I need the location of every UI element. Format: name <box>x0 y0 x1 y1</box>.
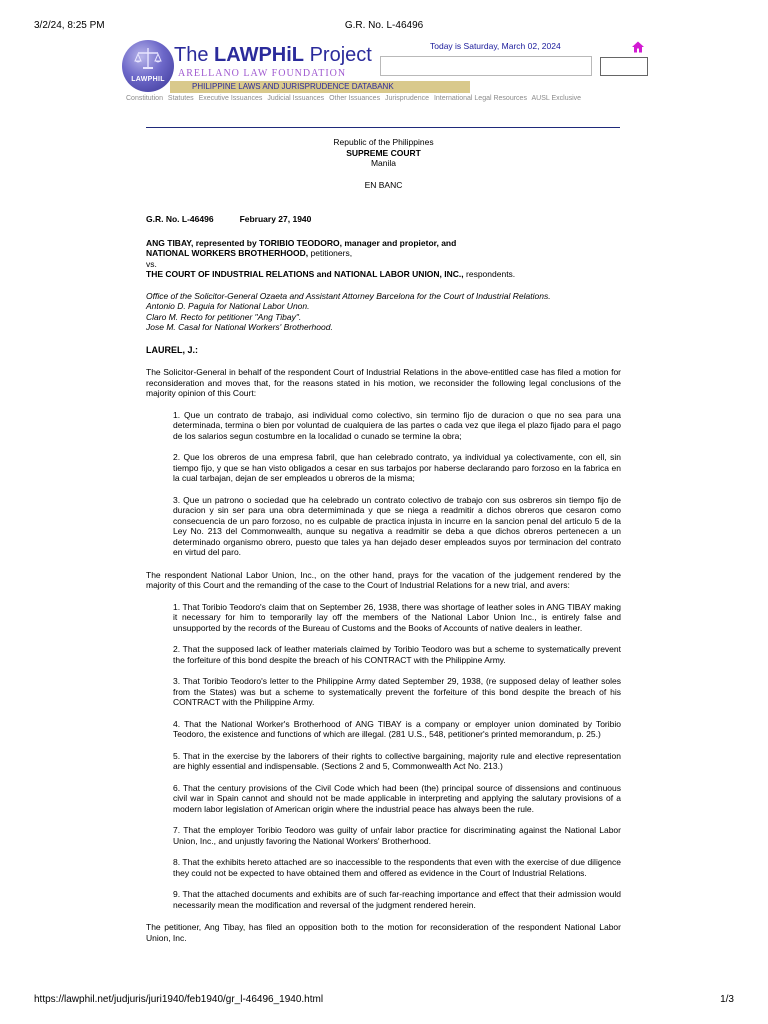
conclusion-item: 3. Que un patrono o sociedad que ha celebrado un contrato colectivo de trabajo con sus osbreros sin tiempo fijo de duracion y sin ser para una obra determiminada y que se niega a readmitir a dichos obreros que cesaron como consecuencia de un paro forzoso, no es culpable de practica injusta in incurre en la sancion penal del articulo 5 de la Ley No. 213 del Commonwealth, aunque su negativa a readmitir se deba a que dichos obreros pertenecen a un determinado organismo obrero, puesto que tales ya han dejado deser empleados suyos por terminacion del contrato en virtud del paro. <box>173 494 621 557</box>
site-tagline-strip: PHILIPPINE LAWS AND JURISPRUDENCE DATABANK <box>170 81 470 93</box>
closing-paragraph: The petitioner, Ang Tibay, has filed an opposition both to the motion for reconsideration of the respondent National Labor Union, Inc. <box>146 922 621 943</box>
nav-judicial-issuances[interactable]: Judicial Issuances <box>267 95 325 102</box>
court-city: Manila <box>370 158 397 168</box>
petitioner-role: petitioners, <box>308 248 353 258</box>
union-paragraph: The respondent National Labor Union, Inc., on the other hand, prays for the vacation of the judgement rendered by the majority of this Court and the remanding of the case to the Court of Industrial Relations for a new trial, and avers: <box>146 569 621 590</box>
site-title-pre: The <box>174 44 215 66</box>
counsel-item: Office of the Solicitor-General Ozaeta and Assistant Attorney Barcelona for the Court of Industrial Relations. <box>146 290 551 301</box>
nav-executive-issuances[interactable]: Executive Issuances <box>198 95 263 102</box>
case-parties <box>146 238 621 280</box>
print-header <box>34 20 734 34</box>
averment-item: 4. That the National Worker's Brotherhood of ANG TIBAY is a company or employer union dominated by Toribio Teodoro, the existence and functions of which are illegal. (281 U.S., 548, petitioner's printed memorandum, p. 25.) <box>173 718 621 739</box>
counsel-item: Antonio D. Paguia for National Labor Unon. <box>146 301 310 311</box>
averment-item: 8. That the exhibits hereto attached are so inaccessible to the respondents that even with the exercise of due diligence they could not be expected to have obtained them and offered as evidence in the Court of Industrial Relations. <box>173 857 621 878</box>
case-number-line <box>146 214 621 225</box>
conclusion-item: 1. Que un contrato de trabajo, asi individual como colectivo, sin termino fijo de duracion o que no sea para una determinada, termina o bien por voluntad de cualquiera de las partes o cada vez que ilega el plazo fijado para el pago de los salarios segun costumbre en la localidad o cunado se termine la obra; <box>173 409 621 441</box>
nav-statutes[interactable]: Statutes <box>167 95 194 102</box>
intro-paragraph: The Solicitor-General in behalf of the respondent Court of Industrial Relations in the above-entitled case has filed a motion for reconsideration and moves that, for the reasons stated in his motion, we reconsider the following legal conclusions of the majority opinion of this Court: <box>146 367 621 398</box>
nav-jurisprudence[interactable]: Jurisprudence <box>385 95 429 102</box>
counsel-item: Jose M. Casal for National Workers' Brotherhood. <box>146 322 333 332</box>
nav-other-issuances[interactable]: Other Issuances <box>329 95 381 102</box>
averment-item: 6. That the century provisions of the Civil Code which had been (the) principal source of dissensions and continuous civil war in Spain cannot and should not be made applicable in interpreting and applying the salutary provisions of a modern labor legislation of American origin where the industrial peace has always been the rule. <box>173 782 621 814</box>
conclusion-item: 2. Que los obreros de una empresa fabril, que han celebrado contrato, ya individual ya colectivamente, con ell, sin tiempo fijo, y que se han visto obligados a cesar en sus tarbajos por haberse declarando paro forzoso en la fabrica en la cual tarbajan, dejan de ser empleados u obreros de la misma; <box>173 452 621 483</box>
counsel-list <box>146 291 621 333</box>
counsel-item: Claro M. Recto for petitioner "Ang Tibay". <box>146 311 302 322</box>
averment-item: 2. That the supposed lack of leather materials claimed by Toribio Teodoro was but a scheme to systematically prevent the forfeiture of this bond despite the breach of his CONTRACT with the Philippine Army. <box>173 644 621 665</box>
respondent-role: respondents. <box>463 269 516 279</box>
lawphil-logo[interactable] <box>122 40 174 92</box>
nav-constitution[interactable]: Constitution <box>126 95 163 102</box>
site-title-bold: LAWPHiL <box>214 44 305 66</box>
averment-item: 7. That the employer Toribio Teodoro was guilty of unfair labor practice for discriminating against the National Labor Union, Inc., and unjustly favoring the National Workers' Brotherhood. <box>173 825 621 846</box>
court-name: SUPREME COURT <box>346 147 421 158</box>
print-page-title: G.R. No. L-46496 <box>344 20 424 31</box>
home-icon[interactable] <box>631 40 645 54</box>
site-title[interactable] <box>174 44 372 67</box>
print-footer <box>34 994 734 1008</box>
nav-ausl-exclusive[interactable]: AUSL Exclusive <box>531 95 582 102</box>
versus: vs. <box>146 258 157 269</box>
nav-international-legal-resources[interactable]: International Legal Resources <box>433 95 527 102</box>
print-url: https://lawphil.net/judjuris/juri1940/feb1940/gr_l-46496_1940.html <box>34 994 324 1005</box>
print-page-number: 1/3 <box>720 994 734 1005</box>
republic-line: Republic of the Philippines <box>333 137 434 147</box>
site-subtitle: ARELLANO LAW FOUNDATION <box>178 68 347 79</box>
decision-date: February 27, 1940 <box>239 214 312 224</box>
en-banc-label: EN BANC <box>364 179 403 190</box>
decision-body <box>146 137 621 943</box>
site-nav <box>126 95 584 102</box>
logo-wordmark: LAWPHIL <box>131 76 165 83</box>
gr-number: G.R. No. L-46496 <box>146 214 214 224</box>
ponente: LAUREL, J.: <box>146 344 199 355</box>
scales-of-justice-icon <box>134 46 162 72</box>
averment-item: 9. That the attached documents and exhibits are of such far-reaching importance and effect that their admission would necessarily mean the modification and reversal of the judgment rendered herein. <box>173 889 621 910</box>
averment-item: 3. That Toribio Teodoro's letter to the Philippine Army dated September 29, 1938, (re supposed delay of leather soles from the States) was but a scheme to systematically prevent the forfeiture of this bond despite the breach of his CONTRACT with the Philippine Army. <box>173 676 621 707</box>
site-banner <box>122 38 652 100</box>
header-divider <box>146 127 620 128</box>
petitioner-line-2: NATIONAL WORKERS BROTHERHOOD, <box>146 248 309 258</box>
print-date-time: 3/2/24, 8:25 PM <box>34 20 105 31</box>
averment-item: 1. That Toribio Teodoro's claim that on September 26, 1938, there was shortage of leather soles in ANG TIBAY making it necessary for him to temporarily lay off the members of the National Labor Union Inc., is entirely false and unsupported by the records of the Bureau of Customs and the Books of Accounts of native dealers in leather. <box>173 601 621 633</box>
today-date: Today is Saturday, March 02, 2024 <box>430 41 561 51</box>
petitioner-line-1: ANG TIBAY, represented by TORIBIO TEODORO, manager and propietor, and <box>146 237 457 248</box>
site-title-post: Project <box>304 44 372 66</box>
respondent-line: THE COURT OF INDUSTRIAL RELATIONS and NATIONAL LABOR UNION, INC., <box>146 269 464 279</box>
averment-item: 5. That in the exercise by the laborers of their rights to collective bargaining, majority rule and elective representation are highly essential and indispensable. (Sections 2 and 5, Commonwealth Act No. 213.) <box>173 750 621 771</box>
search-input[interactable] <box>380 56 592 76</box>
search-button[interactable] <box>600 57 648 76</box>
